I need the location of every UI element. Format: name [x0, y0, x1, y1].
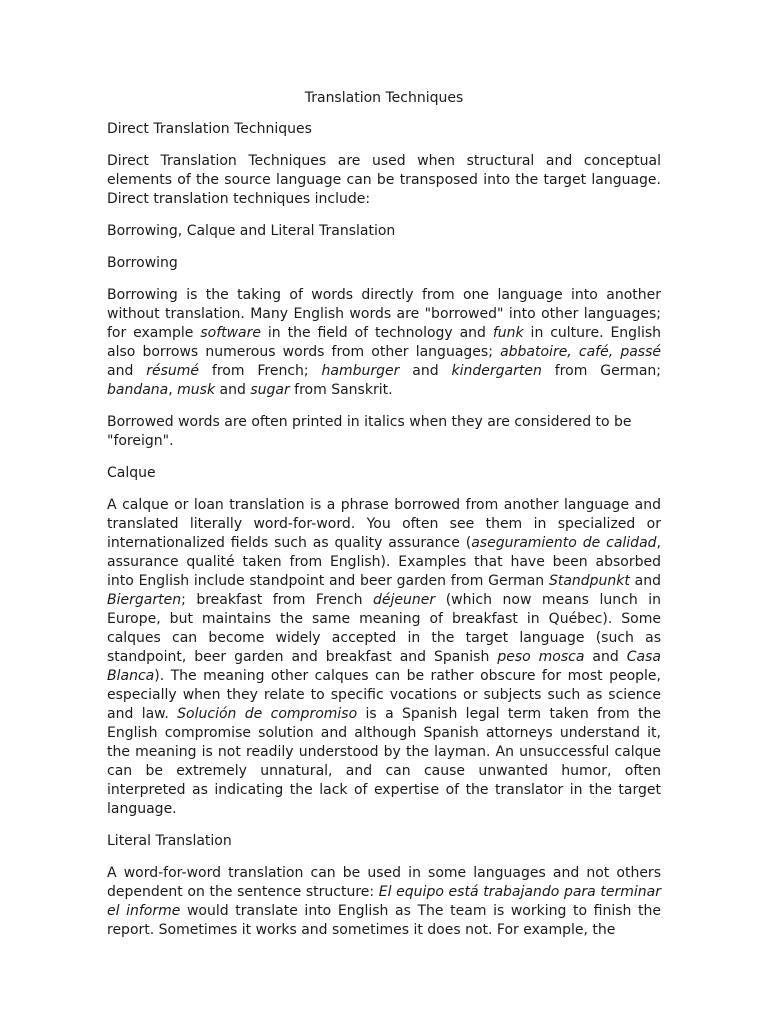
- italic-term: funk: [492, 325, 524, 341]
- italic-term: hamburger: [321, 363, 400, 379]
- borrowing-paragraph: [107, 286, 661, 400]
- text-run: ,: [168, 382, 178, 398]
- text-run: and: [215, 382, 251, 398]
- text-run: A word-for-word translation can be used in some languages and not others dependent on the sentence structure:: [107, 865, 661, 900]
- italic-term: bandana: [107, 382, 169, 398]
- text-run: and: [629, 573, 662, 589]
- text-run: Borrowed words are often printed in italics when they are considered to be "foreign".: [107, 414, 632, 449]
- calque-paragraph: [107, 496, 661, 819]
- italic-term: El equipo está trabajando para terminar el informe: [107, 884, 661, 919]
- italic-term: Solución de compromiso: [177, 706, 358, 722]
- heading-calque: Calque: [107, 465, 156, 481]
- heading-techniques-list: Borrowing, Calque and Literal Translation: [107, 223, 396, 239]
- text-run: ; breakfast from French: [181, 592, 374, 608]
- borrowed-words-note: [107, 413, 661, 451]
- text-run: (which now means lunch in Europe, but maintains the same meaning of breakfast in Québec). Some calques can become widely accepted in the target language (such as standpoint, beer garden and breakfast and Spanish: [107, 592, 662, 665]
- text-run: from German;: [541, 363, 661, 379]
- text-run: A calque or loan translation is a phrase borrowed from another language and translated literally word-for-word. You often see them in specialized or internationalized fields such as quality assurance (: [107, 497, 661, 551]
- text-run: in the field of technology and: [261, 325, 493, 341]
- text-run: and: [107, 363, 147, 379]
- italic-term: aseguramiento de calidad: [471, 535, 657, 551]
- text-run: from Sanskrit.: [289, 382, 393, 398]
- heading-direct-translation: Direct Translation Techniques: [107, 121, 312, 137]
- document-title: Translation Techniques: [304, 90, 464, 106]
- italic-term: Biergarten: [107, 592, 182, 608]
- text-run: would translate into English as The team is working to finish the report. Sometimes it works and sometimes it does not. For example, the: [107, 903, 661, 938]
- italic-term: déjeuner: [373, 592, 436, 608]
- italic-term: musk: [177, 382, 216, 398]
- italic-term: peso mosca: [497, 649, 585, 665]
- heading-borrowing: Borrowing: [107, 255, 178, 271]
- italic-term: résumé: [146, 363, 200, 379]
- text-run: in culture. English also borrows numerous words from other languages;: [107, 325, 662, 360]
- document-page: [107, 89, 661, 940]
- text-run: ). The meaning other calques can be rather obscure for most people, especially when they relate to specific vocations or subjects such as science and law.: [107, 668, 661, 722]
- text-run: and: [399, 363, 452, 379]
- italic-term: Casa Blanca: [107, 649, 661, 684]
- text-run: Direct Translation Techniques are used when structural and conceptual elements of the source language can be transposed into the target language. Direct translation techniques include:: [107, 153, 661, 207]
- heading-literal-translation: Literal Translation: [107, 833, 232, 849]
- text-run: is a Spanish legal term taken from the English compromise solution and although Spanish attorneys understand it, the meaning is not readily understood by the layman. An unsuccessful calque can be extremely unnatural, and can cause unwanted humor, often interpreted as indicating the lack of expertise of the translator in the target language.: [107, 706, 661, 817]
- italic-term: kindergarten: [451, 363, 542, 379]
- literal-translation-paragraph: [107, 864, 661, 940]
- text-run: Borrowing is the taking of words directly from one language into another without translation. Many English words are "borrowed" into other languages; for example: [107, 287, 661, 341]
- text-run: and: [584, 649, 627, 665]
- text-run: from French;: [199, 363, 322, 379]
- italic-term: software: [200, 325, 262, 341]
- intro-paragraph: [107, 152, 661, 209]
- italic-term: abbatoire, café, passé: [500, 344, 661, 360]
- text-run: , assurance qualité taken from English). Examples that have been absorbed into English include standpoint and beer garden from German: [107, 535, 661, 589]
- italic-term: Standpunkt: [548, 573, 630, 589]
- italic-term: sugar: [250, 382, 290, 398]
